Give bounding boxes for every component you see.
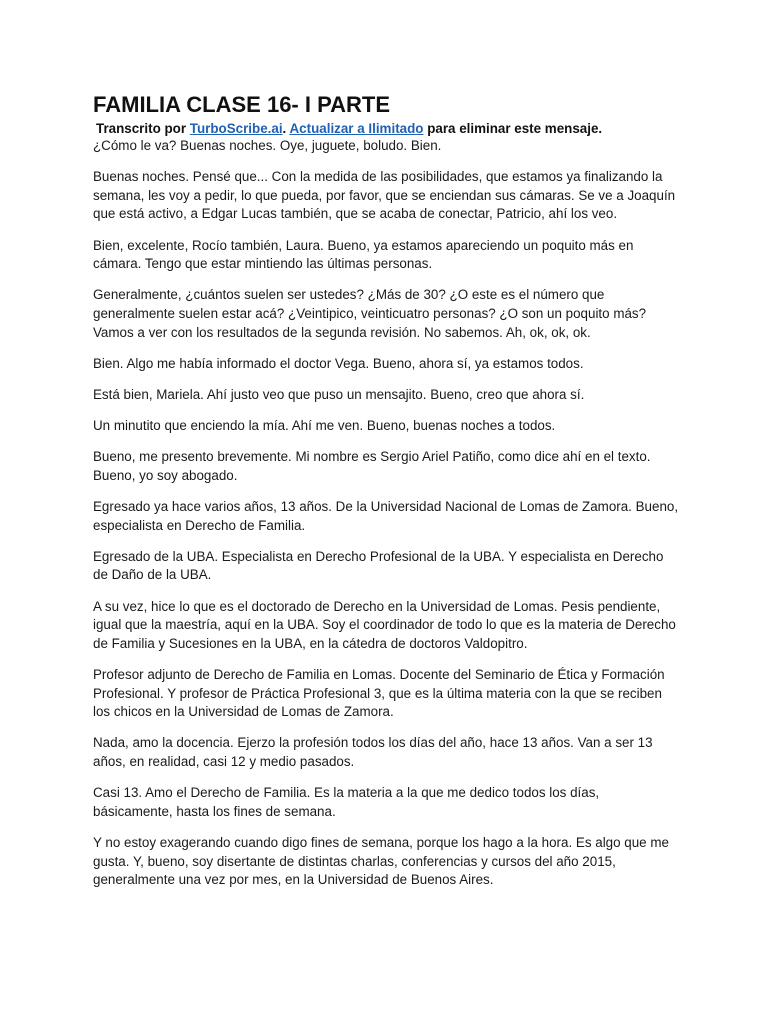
paragraph: Y no estoy exagerando cuando digo fines de semana, porque los hago a la hora. Es algo que me gusta. Y, bueno, soy disertante de distintas charlas, conferencias y cursos del año 2015, generalmente una vez por mes, en la Universidad de Buenos Aires. xyxy=(93,834,669,888)
notice-separator: . xyxy=(282,121,287,136)
transcription-notice xyxy=(96,120,680,137)
paragraph: A su vez, hice lo que es el doctorado de Derecho en la Universidad de Lomas. Pesis pendiente, igual que la maestría, aquí en la UBA. Soy el coordinador de todo lo que es la materia de Derecho de Familia y Sucesiones en la UBA, en la cátedra de doctoros Valdopitro. xyxy=(93,598,676,651)
paragraph: Bien, excelente, Rocío también, Laura. Bueno, ya estamos apareciendo un poquito más en cámara. Tengo que estar mintiendo las últimas personas. xyxy=(93,237,634,272)
paragraph: Egresado de la UBA. Especialista en Derecho Profesional de la UBA. Y especialista en Derecho de Daño de la UBA. xyxy=(93,548,664,583)
paragraph: Nada, amo la docencia. Ejerzo la profesión todos los días del año, hace 13 años. Van a ser 13 años, en realidad, casi 12 y medio pasados. xyxy=(93,735,653,769)
paragraph: Buenas noches. Pensé que... Con la medida de las posibilidades, que estamos ya finalizando la semana, les voy a pedir, lo que pueda, por favor, que se enciendan sus cámaras. Se ve a Joaquín que está activo, a Edgar Lucas también, que se acaba de conectar, Patricio, ahí los veo. xyxy=(93,169,676,222)
transcription-suffix: para eliminar este mensaje. xyxy=(427,121,603,136)
paragraph: Bien. Algo me había informado el doctor Vega. Bueno, ahora sí, ya estamos todos. xyxy=(93,355,584,371)
document-title: FAMILIA CLASE 16- I PARTE xyxy=(93,92,391,117)
paragraph: Egresado ya hace varios años, 13 años. De la Universidad Nacional de Lomas de Zamora. Bueno, especialista en Derecho de Familia. xyxy=(93,499,679,533)
turboscribe-link[interactable]: TurboScribe.ai xyxy=(189,121,283,136)
paragraph: Está bien, Mariela. Ahí justo veo que puso un mensajito. Bueno, creo que ahora sí. xyxy=(93,386,585,402)
upgrade-unlimited-link[interactable]: Actualizar a Ilimitado xyxy=(289,121,424,136)
paragraph: Profesor adjunto de Derecho de Familia en Lomas. Docente del Seminario de Ética y Formación Profesional. Y profesor de Práctica Profesional 3, que es la última materia con la que se reciben los chicos en la Universidad de Lomas de Zamora. xyxy=(93,667,665,720)
paragraph: Un minutito que enciendo la mía. Ahí me ven. Bueno, buenas noches a todos. xyxy=(93,418,556,434)
transcription-prefix: Transcrito por xyxy=(96,121,187,136)
paragraph: ¿Cómo le va? Buenas noches. Oye, juguete, boludo. Bien. xyxy=(93,138,442,153)
paragraph: Casi 13. Amo el Derecho de Familia. Es la materia a la que me dedico todos los días, básicamente, hasta los fines de semana. xyxy=(93,785,600,819)
paragraph: Generalmente, ¿cuántos suelen ser ustedes? ¿Más de 30? ¿O este es el número que generalmente suelen estar acá? ¿Veintipico, veinticuatro personas? ¿O son un poquito más? Vamos a ver con los resultados de la segunda revisión. No sabemos. Ah, ok, ok, ok. xyxy=(93,287,647,340)
paragraph: Bueno, me presento brevemente. Mi nombre es Sergio Ariel Patiño, como dice ahí en el texto. Bueno, yo soy abogado. xyxy=(93,449,651,483)
